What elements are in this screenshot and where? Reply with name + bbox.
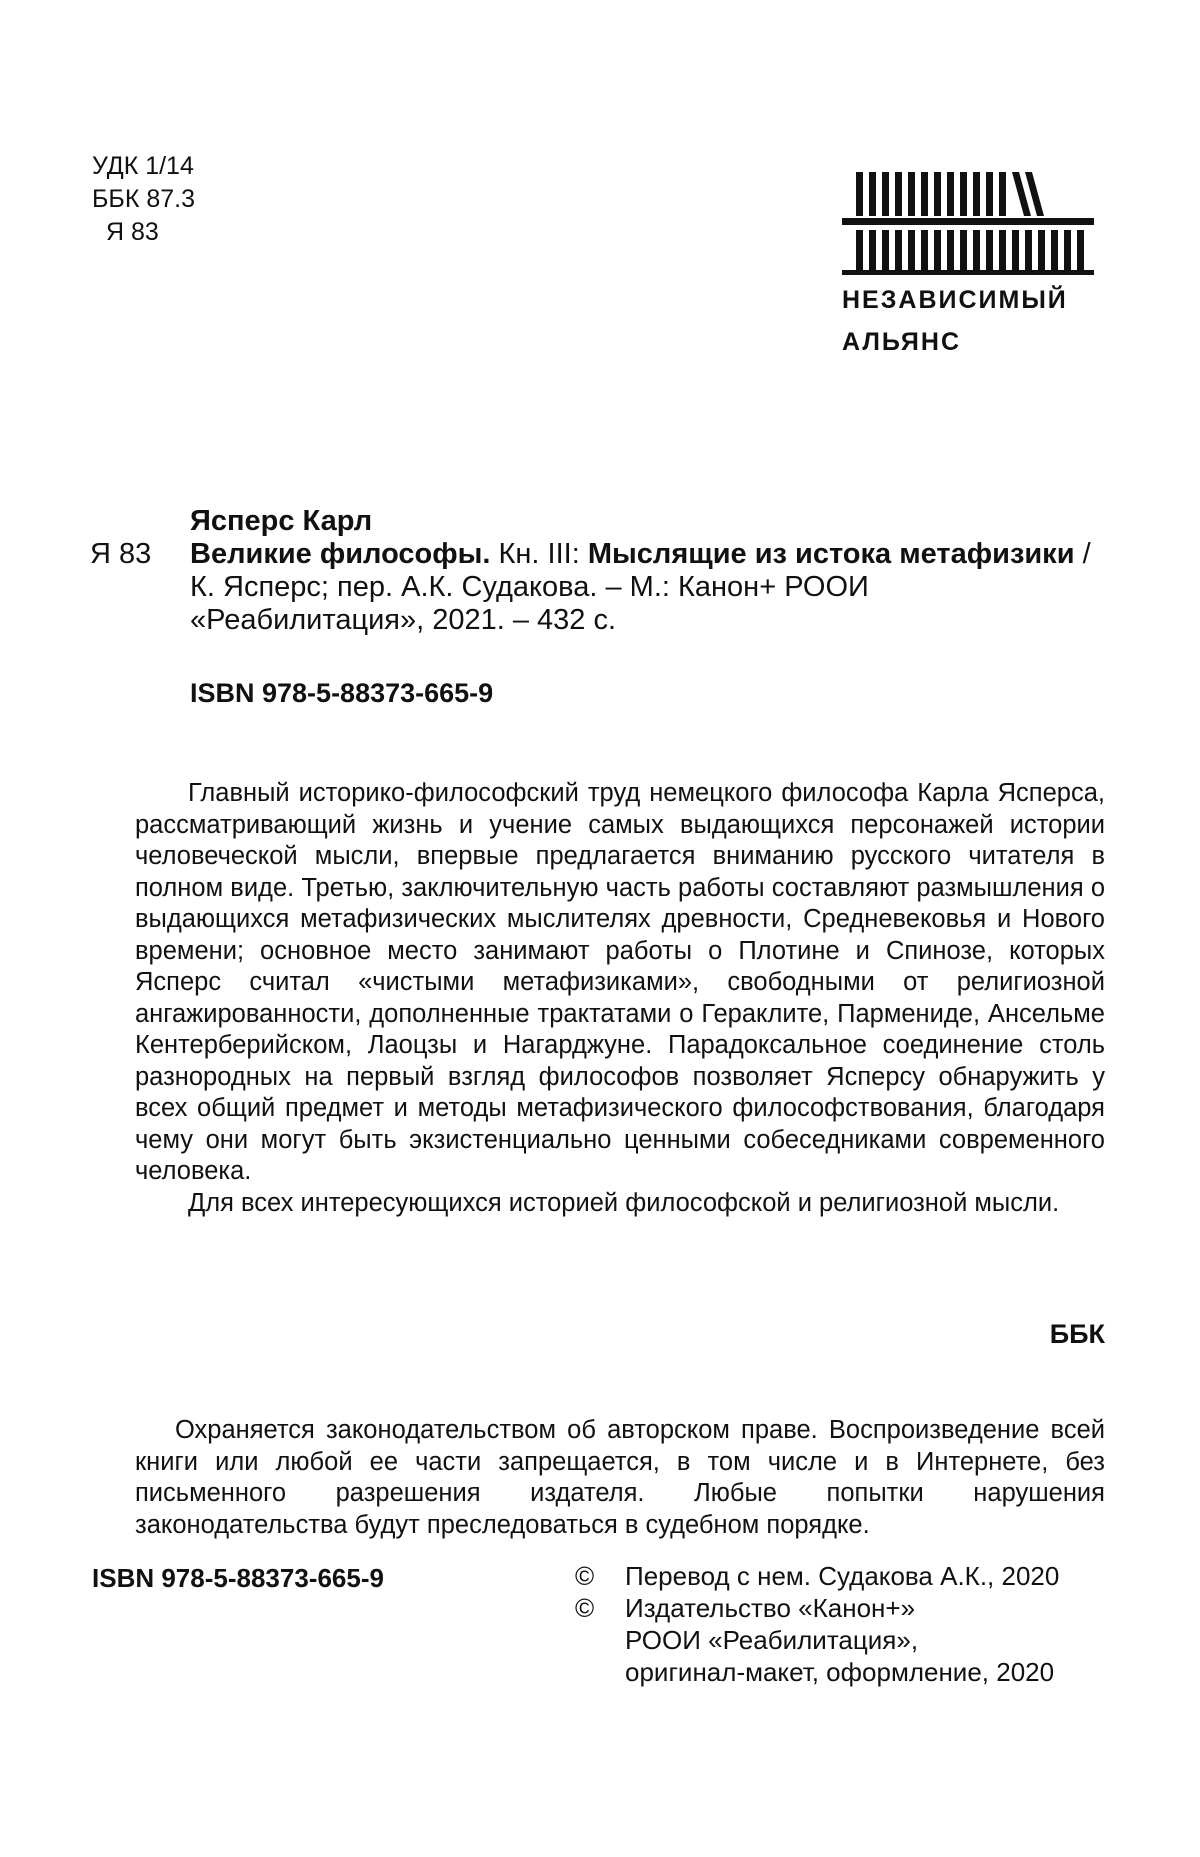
catalog-title-row <box>90 538 1105 637</box>
copyright-notice-text: Охраняется законодательством об авторском праве. Воспроизведение всей книги или любой ее части запрещается, в том числе и в Интернете, без письменного разрешения издателя. Любые попытки нарушения законодательства будут преследоваться в судебном порядке. <box>135 1416 1105 1539</box>
annotation-audience: Для всех интересующихся историей философской и религиозной мысли. <box>188 1188 1060 1217</box>
copyright-notice <box>135 1415 1105 1541</box>
copyright-publisher-line1: Издательство «Канон+» <box>625 1593 916 1623</box>
publisher-logo-mark <box>842 168 1094 276</box>
publisher-logo-text-line1: НЕЗАВИСИМЫЙ <box>842 286 1068 314</box>
publisher-logo-text-line2: АЛЬЯНС <box>842 328 961 356</box>
copyright-symbol: © <box>575 1561 595 1591</box>
copyright-holder-translation <box>575 1560 1115 1592</box>
copyright-publisher-line2: РООИ «Реабилитация», <box>625 1625 919 1655</box>
author-mark: Я 83 <box>106 218 159 246</box>
copyright-holder-publisher <box>575 1592 1115 1688</box>
annotation-paragraph: Главный историко-философский труд немецкого философа Карла Ясперса, рассматривающий жизнь и учение самых выдающихся персонажей истории человеческой мысли, впервые предлагается вниманию русского читателя в полном виде. Третью, заключительную часть работы составляют размышления о выдающихся метафизических мыслителях древности, Средневековья и Нового времени; основное место занимают работы о Плотине и Спинозе, которых Ясперс считал «чистыми метафизиками», свободными от религиозной ангажированности, дополненные трактатами о Гераклите, Пармениде, Ансельме Кентерберийском, Лаоцзы и Нагарджуне. Парадоксальное соединение столь разнородных на первый взгляд философов позволяет Ясперсу обнаружить у всех общий предмет и методы метафизического философствования, благодаря чему они могут быть экзистенциально ценными собеседниками современного человека. <box>135 779 1105 1185</box>
catalog-isbn: ISBN 978-5-88373-665-9 <box>190 678 494 708</box>
copyright-holders <box>575 1560 1115 1688</box>
catalog-subtitle: Мыслящие из истока метафизики <box>587 538 1075 570</box>
publisher-logo <box>842 168 1094 360</box>
catalog-responsibility: / К. Ясперс; пер. А.К. Судакова. – М.: Канон+ РООИ «Реабилитация», 2021. – 432 с. <box>190 538 1091 636</box>
catalog-title: Великие философы. <box>190 538 491 570</box>
footer-isbn: ISBN 978-5-88373-665-9 <box>92 1563 384 1593</box>
catalog-left-spacer <box>90 505 190 538</box>
udk-code: УДК 1/14 <box>92 152 194 180</box>
annotation <box>135 778 1105 1219</box>
catalog-volume: Кн. III: <box>490 538 588 570</box>
catalog-author: Ясперс Карл <box>190 505 373 537</box>
classification-block <box>92 150 195 249</box>
bbk-code: ББК 87.3 <box>92 185 195 213</box>
copyright-symbol: © <box>575 1593 595 1623</box>
copyright-publisher-line3: оригинал-макет, оформление, 2020 <box>625 1657 1055 1687</box>
catalog-author-row <box>90 505 1105 538</box>
copyright-translation-text: Перевод с нем. Судакова А.К., 2020 <box>625 1561 1060 1591</box>
catalog-mark: Я 83 <box>90 538 152 570</box>
copyright-publisher-text <box>625 1592 1115 1688</box>
catalog-description <box>190 538 1105 637</box>
catalog-entry <box>90 505 1105 637</box>
bbk-mark: ББК <box>1049 1319 1105 1349</box>
